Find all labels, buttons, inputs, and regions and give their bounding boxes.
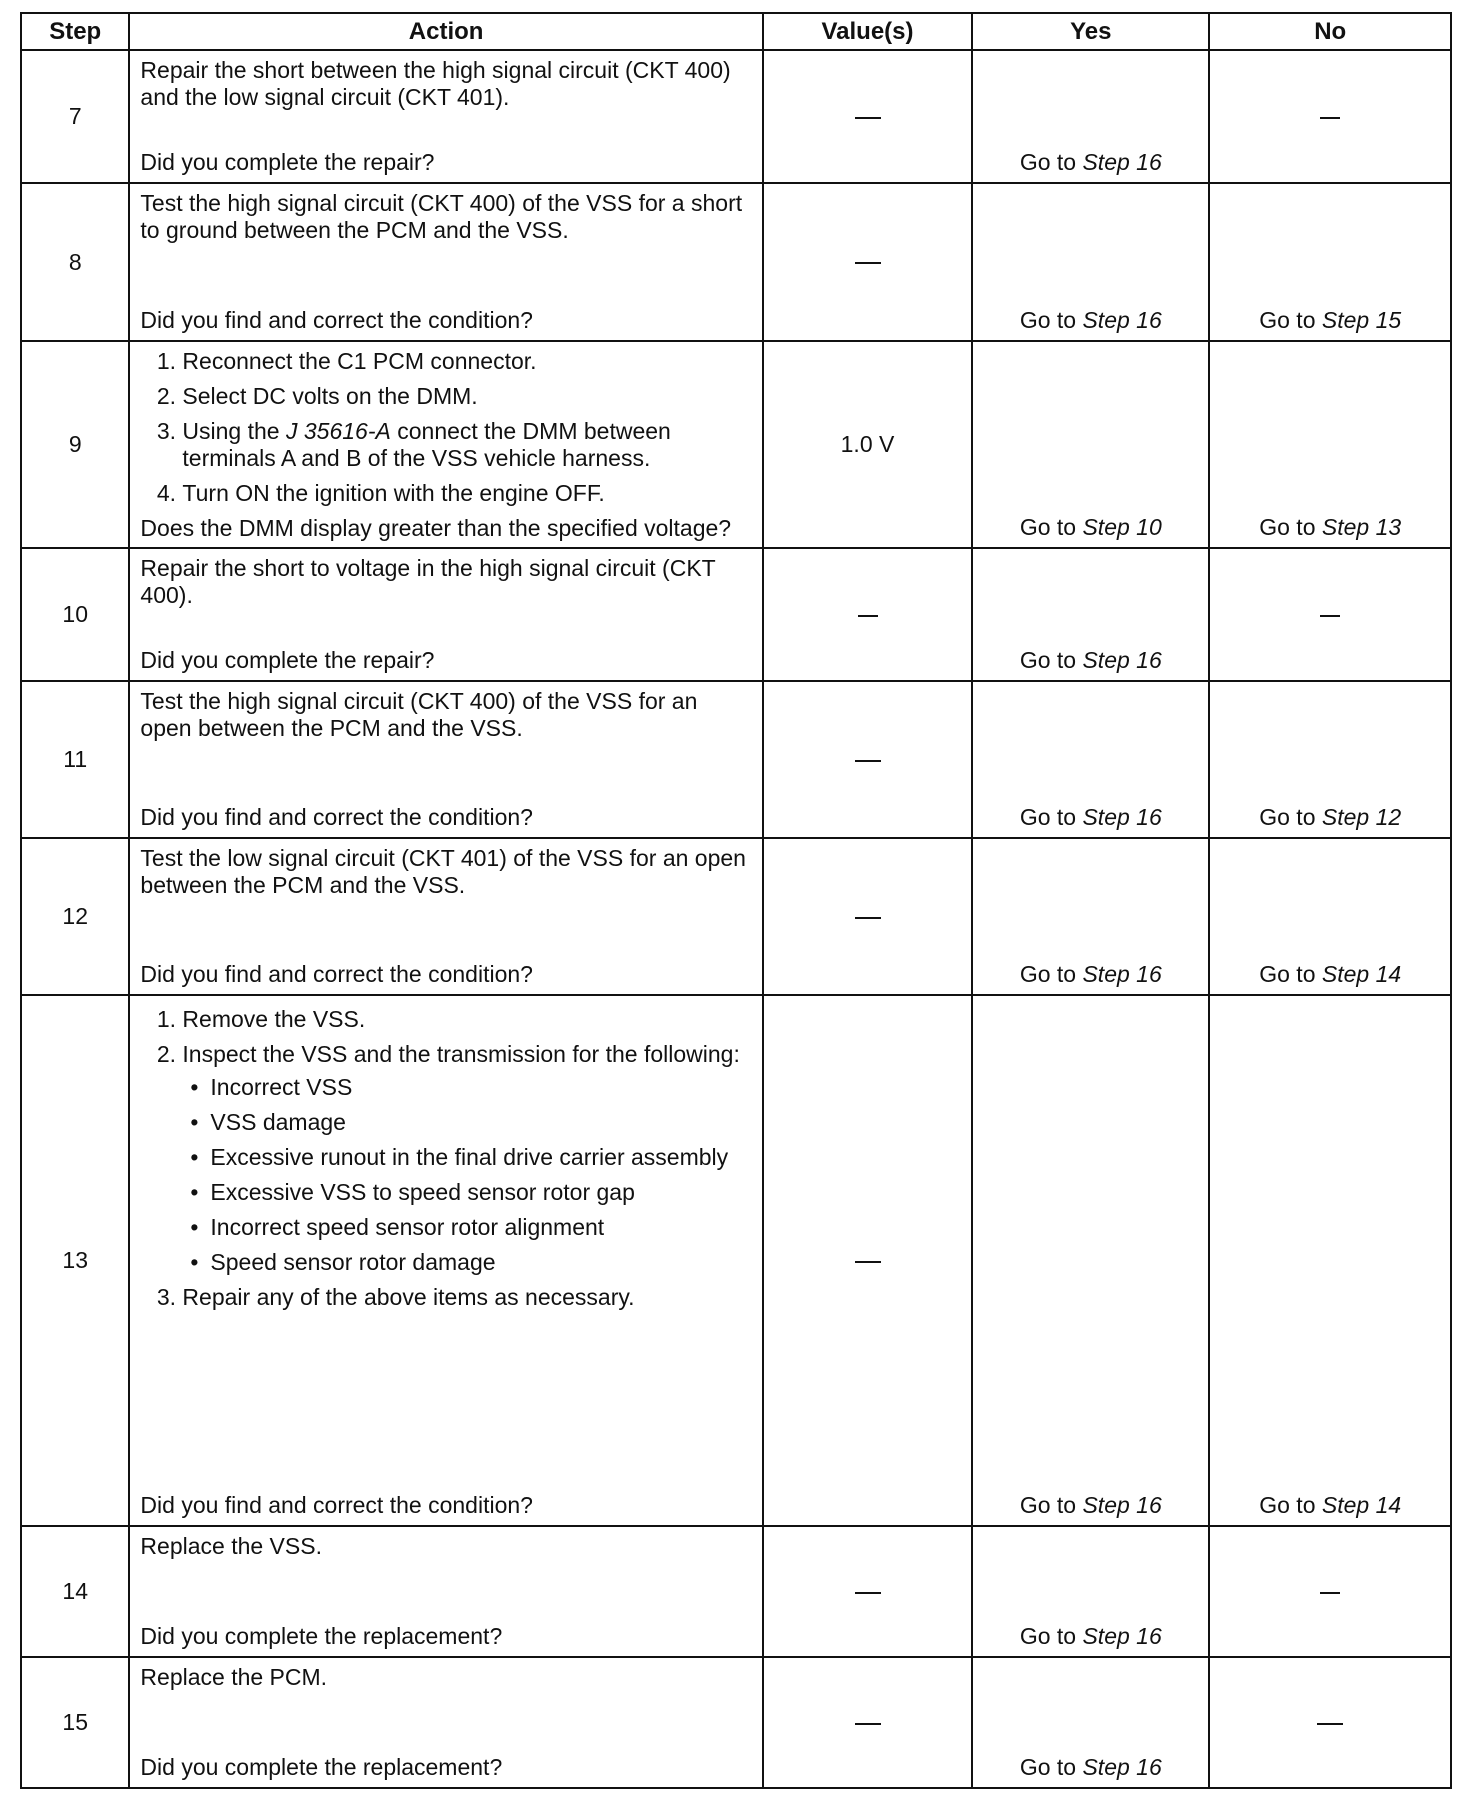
table-row	[21, 838, 1451, 995]
action-text: Test the low signal circuit (CKT 401) of the VSS for an open between the PCM and the VSS.	[140, 845, 746, 898]
list-item: 3. Repair any of the above items as necessary.	[182, 1284, 753, 1311]
question-text: Does the DMM display greater than the specified voltage?	[140, 515, 732, 541]
table-row	[21, 548, 1451, 681]
action-text: Replace the PCM.	[140, 1664, 328, 1690]
no-cell: Go to Step 14	[1209, 995, 1451, 1526]
list-item: 1. Remove the VSS.	[182, 1006, 753, 1033]
value-cell	[763, 995, 972, 1526]
list-item: 1. Reconnect the C1 PCM connector.	[182, 348, 753, 375]
action-text: Repair the short between the high signal circuit (CKT 400) and the low signal circuit (CKT 401).	[140, 57, 731, 110]
step-number: 12	[21, 838, 129, 995]
question-text: Did you complete the replacement?	[140, 1623, 503, 1649]
bullet-item: • Speed sensor rotor damage	[210, 1249, 753, 1276]
step-number: 10	[21, 548, 129, 681]
value-dash	[855, 1261, 881, 1263]
no-dash	[1320, 1592, 1340, 1594]
question-text: Did you complete the repair?	[140, 149, 435, 175]
step-number: 14	[21, 1526, 129, 1657]
bullet-item: • Excessive runout in the final drive carrier assembly	[210, 1144, 753, 1171]
step-number: 7	[21, 50, 129, 183]
no-cell: Go to Step 14	[1209, 838, 1451, 995]
question-text: Did you find and correct the condition?	[140, 307, 533, 333]
value-cell	[763, 50, 972, 183]
value-cell	[763, 548, 972, 681]
no-cell	[1209, 1526, 1451, 1657]
action-text: Repair the short to voltage in the high signal circuit (CKT 400).	[140, 555, 716, 608]
table-row	[21, 1657, 1451, 1788]
action-cell	[129, 838, 762, 995]
table-row	[21, 681, 1451, 838]
action-cell	[129, 341, 762, 548]
no-dash	[1320, 117, 1340, 119]
header-step: Step	[21, 13, 129, 50]
action-cell	[129, 1657, 762, 1788]
action-text: Test the high signal circuit (CKT 400) of the VSS for an open between the PCM and the VSS.	[140, 688, 698, 741]
no-cell: Go to Step 13	[1209, 341, 1451, 548]
bullet-list	[182, 1074, 753, 1276]
header-action: Action	[129, 13, 762, 50]
header-yes: Yes	[972, 13, 1209, 50]
value-dash	[855, 262, 881, 264]
yes-cell: Go to Step 16	[972, 838, 1209, 995]
table-row	[21, 341, 1451, 548]
yes-cell: Go to Step 16	[972, 548, 1209, 681]
yes-cell: Go to Step 10	[972, 341, 1209, 548]
value-cell	[763, 1657, 972, 1788]
no-cell: Go to Step 15	[1209, 183, 1451, 341]
diagnostic-table	[20, 12, 1452, 1789]
step-number: 13	[21, 995, 129, 1526]
value-dash	[855, 117, 881, 119]
table-row	[21, 995, 1451, 1526]
step-number: 8	[21, 183, 129, 341]
value-dash	[855, 760, 881, 762]
table-row	[21, 50, 1451, 183]
no-dash	[1317, 1723, 1343, 1725]
no-dash	[1320, 615, 1340, 617]
value-cell: 1.0 V	[763, 341, 972, 548]
header-values: Value(s)	[763, 13, 972, 50]
question-text: Did you complete the repair?	[140, 647, 435, 673]
bullet-item: • Excessive VSS to speed sensor rotor gap	[210, 1179, 753, 1206]
yes-cell: Go to Step 16	[972, 681, 1209, 838]
no-cell: Go to Step 12	[1209, 681, 1451, 838]
table-row	[21, 1526, 1451, 1657]
list-item: 4. Turn ON the ignition with the engine OFF.	[182, 480, 753, 507]
yes-cell: Go to Step 16	[972, 183, 1209, 341]
value-dash	[855, 917, 881, 919]
value-cell	[763, 183, 972, 341]
step-number: 15	[21, 1657, 129, 1788]
no-cell	[1209, 548, 1451, 681]
yes-cell: Go to Step 16	[972, 1657, 1209, 1788]
table-row	[21, 183, 1451, 341]
yes-cell: Go to Step 16	[972, 50, 1209, 183]
list-item: 2. Select DC volts on the DMM.	[182, 383, 753, 410]
tool-number: J 35616-A	[285, 418, 391, 444]
header-row	[21, 13, 1451, 50]
yes-cell: Go to Step 16	[972, 1526, 1209, 1657]
header-no: No	[1209, 13, 1451, 50]
action-cell	[129, 995, 762, 1526]
bullet-item: • Incorrect VSS	[210, 1074, 753, 1101]
question-text: Did you find and correct the condition?	[140, 804, 533, 830]
yes-cell: Go to Step 16	[972, 995, 1209, 1526]
value-cell	[763, 681, 972, 838]
value-dash	[855, 1723, 881, 1725]
question-text: Did you find and correct the condition?	[140, 961, 533, 987]
no-cell	[1209, 1657, 1451, 1788]
action-cell	[129, 1526, 762, 1657]
step-number: 11	[21, 681, 129, 838]
action-text: Test the high signal circuit (CKT 400) of the VSS for a short to ground between the PCM and the VSS.	[140, 190, 743, 243]
question-text: Did you find and correct the condition?	[140, 1492, 533, 1518]
action-cell	[129, 548, 762, 681]
value-cell	[763, 838, 972, 995]
list-item: 3. Using the J 35616-A connect the DMM between terminals A and B of the VSS vehicle harness.	[182, 418, 753, 472]
question-text: Did you complete the replacement?	[140, 1754, 503, 1780]
list-item: 2. Inspect the VSS and the transmission for the following: • Incorrect VSS • VSS damage • Excessive runout in the final drive carrier assembly • Excessive VSS to speed sensor rotor gap • Incorrect speed sensor rotor alignment • Speed sensor rotor damage	[182, 1041, 753, 1276]
action-cell	[129, 50, 762, 183]
value-dash	[858, 615, 878, 617]
value-dash	[855, 1592, 881, 1594]
bullet-item: • VSS damage	[210, 1109, 753, 1136]
action-cell	[129, 183, 762, 341]
bullet-item: • Incorrect speed sensor rotor alignment	[210, 1214, 753, 1241]
action-cell	[129, 681, 762, 838]
step-number: 9	[21, 341, 129, 548]
action-text: Replace the VSS.	[140, 1533, 322, 1559]
value-cell	[763, 1526, 972, 1657]
no-cell	[1209, 50, 1451, 183]
